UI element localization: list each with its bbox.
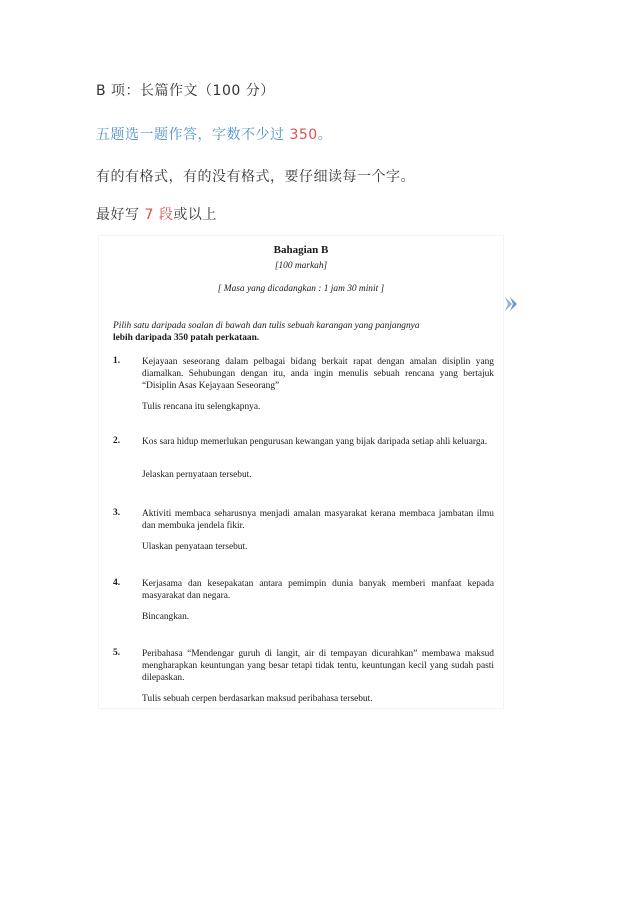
question-task: Bincangkan. — [142, 612, 190, 622]
section-heading: B 项：长篇作文（100 分） — [96, 83, 275, 99]
paper-section-title: Bahagian B — [273, 244, 329, 256]
instruction-line-paragraphs — [96, 204, 217, 224]
question-text: Aktiviti membaca seharusnya menjadi amalan masyarakat kerana membaca jambatan ilmu dan membuka jendela fikir. — [142, 509, 494, 531]
question-task: Ulaskan penyataan tersebut. — [142, 542, 248, 552]
paper-marks: [100 markah] — [274, 261, 328, 271]
question-number: 5. — [113, 648, 121, 658]
paper-instruction-line1: Pilih satu daripada soalan di bawah dan tulis sebuah karangan yang panjangnya — [113, 321, 420, 331]
instruction-choose-end: 。 — [317, 127, 333, 143]
exam-paper-scan — [99, 236, 503, 708]
question-task: Tulis sebuah cerpen berdasarkan maksud peribahasa tersebut. — [142, 694, 373, 704]
question-number: 4. — [113, 578, 121, 588]
question-task: Tulis rencana itu selengkapnya. — [142, 402, 261, 412]
question-text: Kejayaan seseorang dalam pelbagai bidang berkait rapat dengan amalan disiplin yang diamalkan. Sehubungan dengan itu, anda ingin menulis sebuah rencana yang bertajuk “Disiplin Asas Kejayaan Seseorang” — [142, 357, 494, 391]
paragraph-count: 7 — [144, 207, 154, 223]
paper-instruction-line2: lebih daripada 350 patah perkataan. — [113, 333, 260, 343]
question-text: Peribahasa “Mendengar guruh di langit, air di tempayan dicurahkan” membawa maksud mengharapkan keuntungan yang besar tetapi tidak tentu, keuntungan kecil yang sudah pasti dilepaskan. — [142, 649, 494, 683]
instruction-line-choose — [96, 124, 332, 144]
word-count-number: 350 — [289, 127, 318, 143]
paragraph-advice-text: 最好写 — [96, 207, 145, 223]
instruction-choose-text: 五题选一题作答，字数不少过 — [96, 127, 290, 143]
question-text: Kos sara hidup memerlukan pengurusan kewangan yang bijak daripada setiap ahli keluarga. — [142, 437, 488, 447]
paper-time-allocation: [ Masa yang dicadangkan : 1 jam 30 minit ] — [217, 284, 385, 294]
question-text: Kerjasama dan kesepakatan antara pemimpin dunia banyak memberi manfaat kepada masyarakat dan negara. — [142, 579, 494, 601]
question-number: 3. — [113, 508, 121, 518]
double-chevron-right-icon[interactable] — [503, 296, 519, 312]
question-task: Jelaskan pernyataan tersebut. — [142, 470, 252, 480]
question-number: 1. — [113, 356, 121, 366]
paragraph-unit: 段 — [153, 207, 174, 223]
instruction-line-format: 有的有格式，有的没有格式，要仔细读每一个字。 — [96, 169, 415, 185]
question-number: 2. — [113, 436, 121, 446]
paragraph-advice-end: 或以上 — [173, 207, 217, 223]
